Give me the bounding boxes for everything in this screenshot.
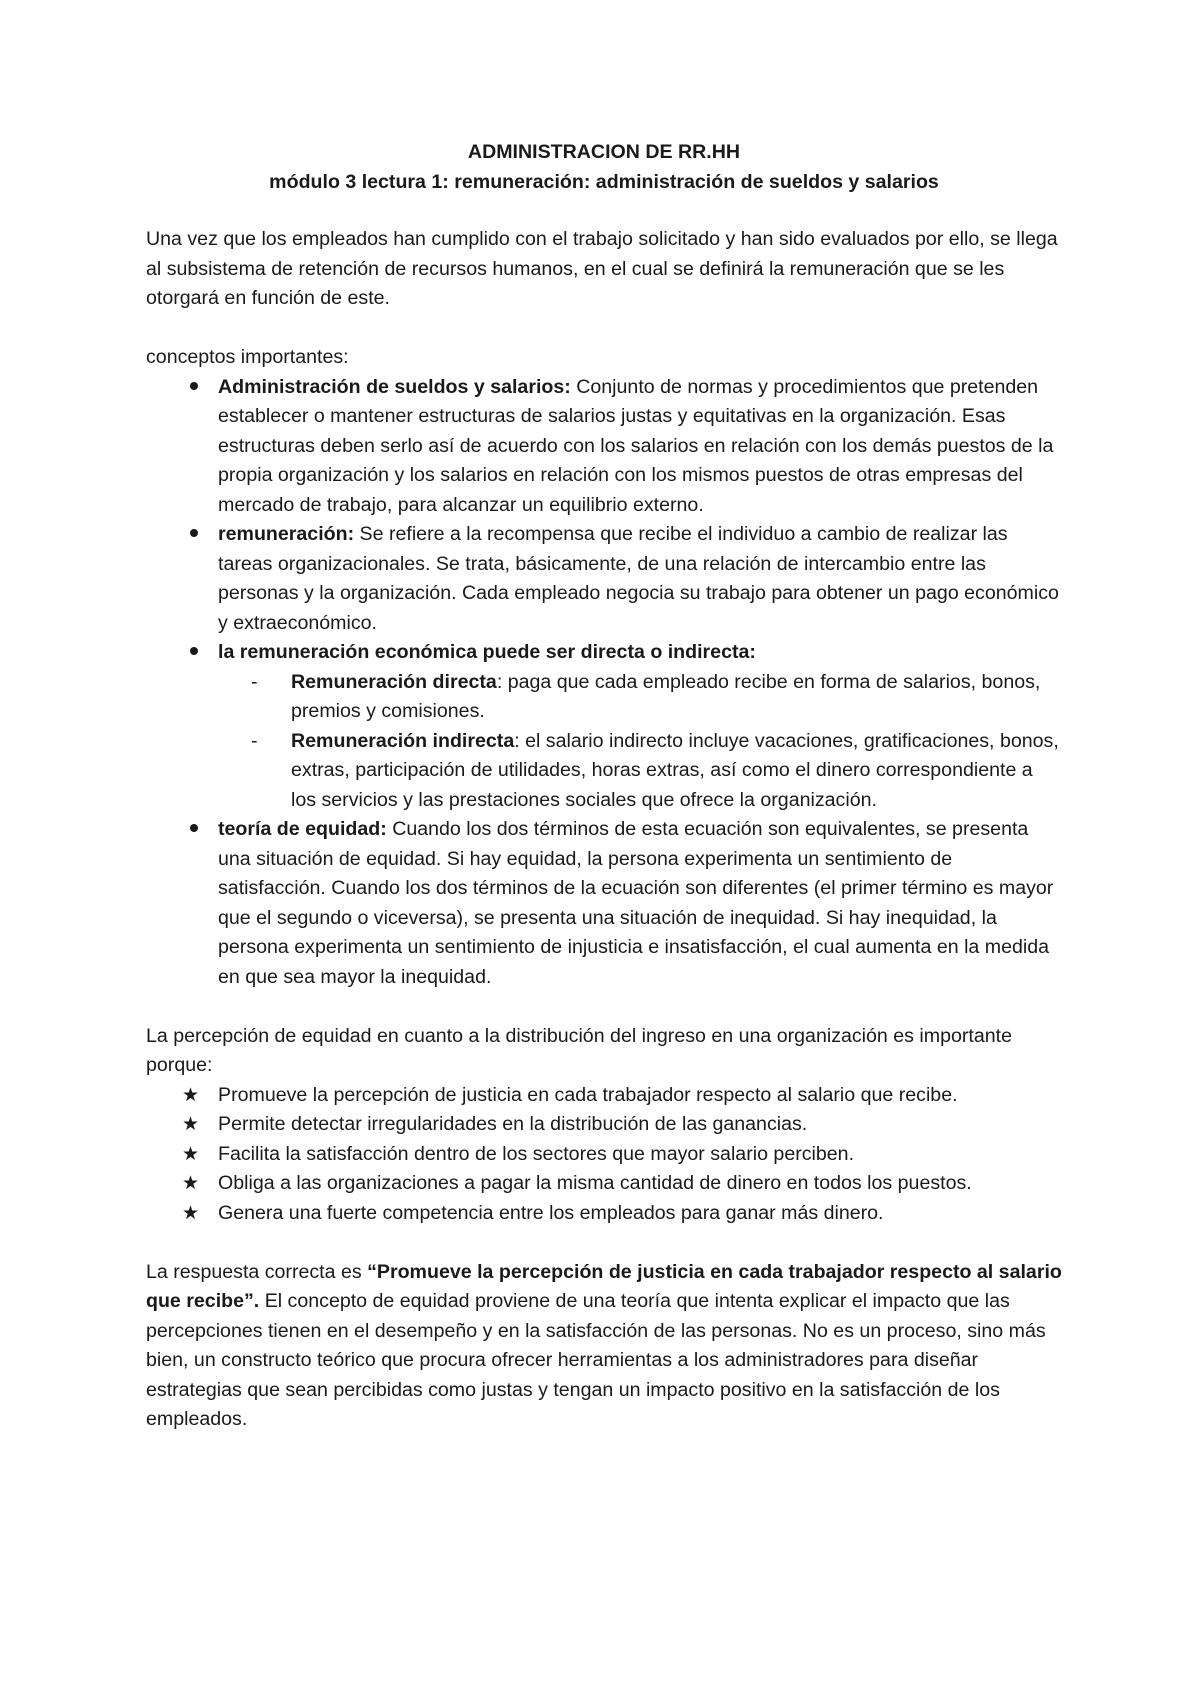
concept-term: remuneración: bbox=[218, 523, 355, 545]
dash-icon: - bbox=[251, 729, 258, 752]
dash-icon: - bbox=[251, 670, 258, 693]
document-subtitle: módulo 3 lectura 1: remuneración: administración de sueldos y salarios bbox=[269, 170, 939, 193]
concepts-list bbox=[146, 373, 1062, 993]
bullet-icon bbox=[184, 373, 204, 403]
question-paragraph: La percepción de equidad en cuanto a la distribución del ingreso en una organización es importante porque: bbox=[146, 1024, 1012, 1076]
spacer bbox=[146, 992, 1062, 1022]
concept-text: Se refiere a la recompensa que recibe el individuo a cambio de realizar las tareas organizacionales. Se trata, básicamente, de una relación de intercambio entre las personas y la organización. Cada empleado negocia su trabajo para obtener un pago económico y extraeconómico. bbox=[218, 523, 1059, 634]
concept-term: teoría de equidad: bbox=[218, 818, 387, 840]
answer-explanation: El concepto de equidad proviene de una teoría que intenta explicar el impacto que las percepciones tienen en el desempeño y en la satisfacción de las personas. No es un proceso, sino más bien, un constructo teórico que procura ofrecer herramientas a los administradores para diseñar estrategias que sean percibidas como justas y tengan un impacto positivo en la satisfacción de los empleados. bbox=[146, 1290, 1046, 1430]
option-text: Facilita la satisfacción dentro de los sectores que mayor salario perciben. bbox=[218, 1142, 855, 1165]
remuneration-type-item bbox=[251, 727, 1062, 816]
concept-item bbox=[218, 638, 1062, 815]
bullet-icon bbox=[184, 638, 204, 668]
remuneration-type-term: Remuneración indirecta bbox=[291, 729, 515, 752]
remuneration-type-text: : el salario indirecto incluye vacaciones, gratificaciones, bonos, extras, participación de utilidades, horas extras, así como el dinero correspondiente a los servicios y las prestaciones sociales que ofrece la organización. bbox=[291, 729, 1059, 811]
option-item bbox=[182, 1140, 1062, 1170]
star-icon: ★ bbox=[182, 1202, 200, 1224]
concepts-label: conceptos importantes: bbox=[146, 346, 349, 368]
concept-text: Cuando los dos términos de esta ecuación son equivalentes, se presenta una situación de equidad. Si hay equidad, la persona experimenta un sentimiento de satisfacción. Cuando los dos términos de la ecuación son diferentes (el primer término es mayor que el segundo o viceversa), se presenta una situación de inequidad. Si hay inequidad, la persona experimenta un sentimiento de injusticia e insatisfacción, el cual aumenta en la medida en que sea mayor la inequidad. bbox=[218, 818, 1054, 988]
intro-paragraph: Una vez que los empleados han cumplido con el trabajo solicitado y han sido evaluados por ello, se llega al subsistema de retención de recursos humanos, en el cual se definirá la remuneración que se les otorgará en función de este. bbox=[146, 228, 1058, 309]
answer-highlight: “Promueve la percepción de justicia en cada trabajador respecto al salario que recibe”. bbox=[146, 1260, 1062, 1312]
remuneration-type-item bbox=[251, 668, 1062, 727]
answer-prefix: La respuesta correcta es bbox=[146, 1260, 368, 1283]
option-text: Promueve la percepción de justicia en cada trabajador respecto al salario que recibe. bbox=[218, 1083, 958, 1106]
concept-text: Conjunto de normas y procedimientos que pretenden establecer o mantener estructuras de salarios justas y equitativas en la organización. Esas estructuras deben serlo así de acuerdo con los salarios en relación con los demás puestos de la propia organización y los salarios en relación con los mismos puestos de otras empresas del mercado de trabajo, para alcanzar un equilibrio externo. bbox=[218, 375, 1054, 516]
option-text: Genera una fuerte competencia entre los empleados para ganar más dinero. bbox=[218, 1201, 884, 1224]
star-icon: ★ bbox=[182, 1114, 200, 1135]
concept-item bbox=[218, 373, 1062, 521]
bullet-icon bbox=[184, 520, 204, 550]
concept-item bbox=[218, 815, 1062, 992]
answer-paragraph bbox=[146, 1258, 1062, 1435]
concept-term: Administración de sueldos y salarios: bbox=[218, 375, 571, 398]
option-item bbox=[182, 1110, 1062, 1140]
star-icon: ★ bbox=[182, 1173, 200, 1194]
concept-term: la remuneración económica puede ser directa o indirecta: bbox=[218, 641, 756, 663]
document-title: ADMINISTRACION DE RR.HH bbox=[467, 141, 741, 163]
options-list bbox=[146, 1081, 1062, 1229]
concept-item bbox=[218, 520, 1062, 638]
option-item bbox=[182, 1081, 1062, 1111]
option-text: Obliga a las organizaciones a pagar la misma cantidad de dinero en todos los puestos. bbox=[218, 1172, 972, 1194]
star-icon: ★ bbox=[182, 1084, 200, 1106]
remuneration-type-term: Remuneración directa bbox=[291, 670, 497, 693]
remuneration-type-text: : paga que cada empleado recibe en forma de salarios, bonos, premios y comisiones. bbox=[291, 670, 1041, 722]
star-icon: ★ bbox=[182, 1143, 200, 1165]
bullet-icon bbox=[184, 815, 204, 845]
option-item bbox=[182, 1169, 1062, 1199]
remuneration-types-list bbox=[218, 668, 1062, 816]
option-text: Permite detectar irregularidades en la distribución de las ganancias. bbox=[218, 1113, 808, 1135]
option-item bbox=[182, 1199, 1062, 1229]
